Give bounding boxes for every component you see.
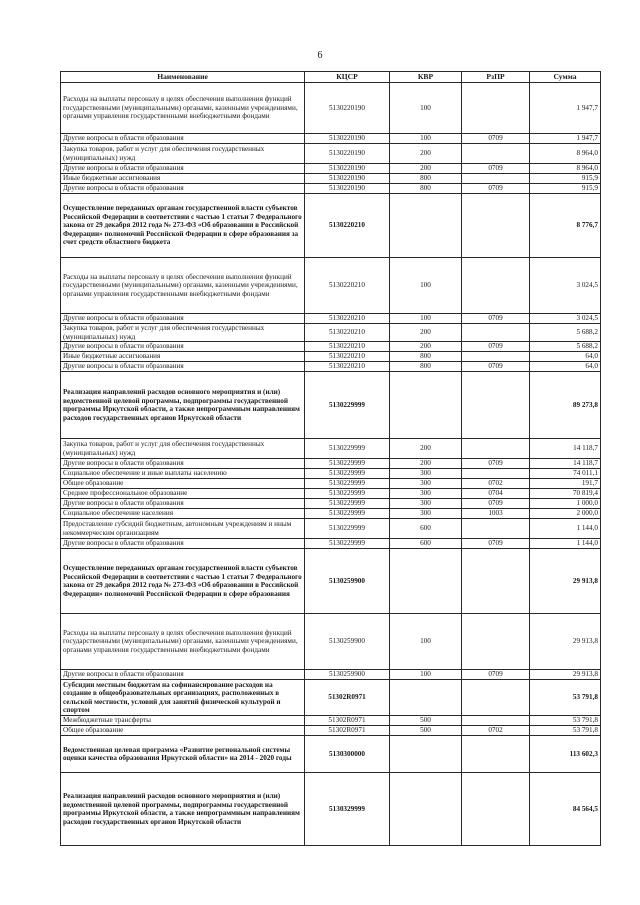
- cell-kcsr: 5130220210: [305, 194, 390, 258]
- cell-rzpr: 1003: [462, 509, 530, 519]
- cell-sum: 1 144,0: [530, 519, 601, 539]
- cell-name: Реализация направлений расходов основного мероприятия и (или) ведомственной целевой программы, подпрограммы государственной программы Иркутской области, а также непрограммным направлениям расходов государственных органов Иркутской области: [61, 773, 305, 846]
- cell-kvr: [390, 680, 462, 716]
- cell-rzpr: [462, 439, 530, 459]
- cell-name: Социальное обеспечение населения: [61, 509, 305, 519]
- cell-name: Иные бюджетные ассигнования: [61, 174, 305, 184]
- table-row: [61, 258, 601, 314]
- table-row: [61, 479, 601, 489]
- cell-rzpr: 0704: [462, 489, 530, 499]
- cell-kvr: 200: [390, 144, 462, 164]
- header-sum: Сумма: [530, 72, 601, 83]
- cell-kcsr: 5130220210: [305, 314, 390, 324]
- cell-rzpr: [462, 352, 530, 362]
- table-row: [61, 509, 601, 519]
- cell-kvr: [390, 549, 462, 614]
- cell-name: Межбюджетные трансферты: [61, 716, 305, 726]
- table-row: [61, 499, 601, 509]
- cell-name: Другие вопросы в области образования: [61, 134, 305, 144]
- table-row: [61, 174, 601, 184]
- table-row: [61, 144, 601, 164]
- cell-name: Среднее профессиональное образование: [61, 489, 305, 499]
- table-row: [61, 439, 601, 459]
- cell-name: Закупка товаров, работ и услуг для обеспечения государственных (муниципальных) нужд: [61, 144, 305, 164]
- cell-kcsr: 5130259900: [305, 614, 390, 670]
- cell-kcsr: 5130220210: [305, 258, 390, 314]
- cell-rzpr: 0709: [462, 342, 530, 352]
- table-row: [61, 773, 601, 846]
- cell-name: Другие вопросы в области образования: [61, 314, 305, 324]
- cell-kvr: 100: [390, 83, 462, 134]
- cell-rzpr: [462, 372, 530, 439]
- cell-name: Расходы на выплаты персоналу в целях обеспечения выполнения функций государственными (муниципальными) органами, казенными учреждениями, органами управления государственными внебюджетными фондами: [61, 258, 305, 314]
- cell-kcsr: 5130220210: [305, 342, 390, 352]
- cell-kcsr: 5130229999: [305, 539, 390, 549]
- cell-kvr: 200: [390, 324, 462, 342]
- cell-kvr: 500: [390, 716, 462, 726]
- cell-kvr: 200: [390, 342, 462, 352]
- header-kcsr: КЦСР: [305, 72, 390, 83]
- cell-sum: 191,7: [530, 479, 601, 489]
- cell-kcsr: 5130229999: [305, 509, 390, 519]
- cell-rzpr: [462, 144, 530, 164]
- cell-rzpr: [462, 519, 530, 539]
- cell-name: Субсидии местным бюджетам на софинансирование расходов на создание в общеобразовательных организациях, расположенных в сельской местности, условий для занятий физической культурой и спортом: [61, 680, 305, 716]
- cell-kvr: 300: [390, 479, 462, 489]
- cell-kvr: 500: [390, 726, 462, 736]
- cell-rzpr: [462, 549, 530, 614]
- cell-kcsr: 5130229999: [305, 469, 390, 479]
- cell-kcsr: 5130220210: [305, 352, 390, 362]
- cell-rzpr: [462, 469, 530, 479]
- cell-kcsr: 5130220210: [305, 324, 390, 342]
- cell-kcsr: 5130300000: [305, 736, 390, 773]
- cell-kvr: 100: [390, 614, 462, 670]
- cell-kcsr: 5130220190: [305, 174, 390, 184]
- table-header-row: [61, 72, 601, 83]
- table-row: [61, 489, 601, 499]
- cell-sum: 3 024,5: [530, 314, 601, 324]
- cell-sum: 64,0: [530, 352, 601, 362]
- header-name: Наименование: [61, 72, 305, 83]
- cell-kvr: 300: [390, 469, 462, 479]
- header-kvr: КВР: [390, 72, 462, 83]
- cell-name: Закупка товаров, работ и услуг для обеспечения государственных (муниципальных) нужд: [61, 324, 305, 342]
- table-row: [61, 680, 601, 716]
- cell-name: Расходы на выплаты персоналу в целях обеспечения выполнения функций государственными (муниципальными) органами, казенными учреждениями, органами управления государственными внебюджетными фондами: [61, 83, 305, 134]
- cell-kvr: 100: [390, 258, 462, 314]
- cell-name: Общее образование: [61, 479, 305, 489]
- cell-rzpr: [462, 773, 530, 846]
- cell-sum: 53 791,8: [530, 726, 601, 736]
- cell-rzpr: 0709: [462, 314, 530, 324]
- cell-name: Ведомственная целевая программа «Развитие региональной системы оценки качества образования Иркутской области» на 2014 - 2020 годы: [61, 736, 305, 773]
- cell-name: Реализация направлений расходов основного мероприятия и (или) ведомственной целевой программы, подпрограммы государственной программы Иркутской области, а также непрограммным направлениям расходов государственных органов Иркутской области: [61, 372, 305, 439]
- table-row: [61, 670, 601, 680]
- table-row: [61, 184, 601, 194]
- cell-kvr: 300: [390, 499, 462, 509]
- cell-sum: 8 964,0: [530, 164, 601, 174]
- cell-rzpr: 0709: [462, 499, 530, 509]
- cell-name: Другие вопросы в области образования: [61, 362, 305, 372]
- cell-kvr: [390, 773, 462, 846]
- table-row: [61, 342, 601, 352]
- cell-sum: 89 273,8: [530, 372, 601, 439]
- cell-sum: 14 118,7: [530, 459, 601, 469]
- cell-sum: 113 602,3: [530, 736, 601, 773]
- cell-rzpr: [462, 194, 530, 258]
- page-number: 6: [317, 50, 323, 61]
- table-row: [61, 314, 601, 324]
- budget-table: [60, 71, 601, 846]
- cell-kcsr: 51302R0971: [305, 726, 390, 736]
- table-body: [61, 83, 601, 846]
- cell-kvr: 100: [390, 670, 462, 680]
- table-row: [61, 352, 601, 362]
- cell-name: Другие вопросы в области образования: [61, 342, 305, 352]
- cell-sum: 915,9: [530, 174, 601, 184]
- cell-rzpr: 0709: [462, 134, 530, 144]
- cell-rzpr: 0702: [462, 726, 530, 736]
- cell-kcsr: 5130220190: [305, 134, 390, 144]
- cell-kcsr: 5130329999: [305, 773, 390, 846]
- cell-sum: 8 776,7: [530, 194, 601, 258]
- cell-sum: 8 964,0: [530, 144, 601, 164]
- cell-name: Закупка товаров, работ и услуг для обеспечения государственных (муниципальных) нужд: [61, 439, 305, 459]
- cell-kvr: 800: [390, 352, 462, 362]
- cell-kcsr: 5130229999: [305, 499, 390, 509]
- table-row: [61, 726, 601, 736]
- cell-kvr: 200: [390, 164, 462, 174]
- table-row: [61, 614, 601, 670]
- cell-sum: 74 011,1: [530, 469, 601, 479]
- cell-rzpr: 0709: [462, 184, 530, 194]
- cell-kcsr: 51302R0971: [305, 680, 390, 716]
- cell-kvr: 100: [390, 314, 462, 324]
- table-row: [61, 372, 601, 439]
- cell-sum: 1 947,7: [530, 134, 601, 144]
- cell-rzpr: [462, 716, 530, 726]
- cell-name: Расходы на выплаты персоналу в целях обеспечения выполнения функций государственными (муниципальными) органами, казенными учреждениями, органами управления государственными внебюджетными фондами: [61, 614, 305, 670]
- cell-sum: 3 024,5: [530, 258, 601, 314]
- cell-sum: 64,0: [530, 362, 601, 372]
- table-row: [61, 324, 601, 342]
- cell-name: Другие вопросы в области образования: [61, 459, 305, 469]
- cell-rzpr: 0702: [462, 479, 530, 489]
- table-row: [61, 736, 601, 773]
- cell-name: Предоставление субсидий бюджетным, автономным учреждениям и иным некоммерческим организациям: [61, 519, 305, 539]
- table-row: [61, 469, 601, 479]
- cell-kvr: 200: [390, 459, 462, 469]
- cell-name: Общее образование: [61, 726, 305, 736]
- cell-name: Другие вопросы в области образования: [61, 164, 305, 174]
- table-row: [61, 549, 601, 614]
- cell-kvr: 200: [390, 439, 462, 459]
- table-row: [61, 362, 601, 372]
- cell-name: Другие вопросы в области образования: [61, 184, 305, 194]
- cell-name: Иные бюджетные ассигнования: [61, 352, 305, 362]
- cell-name: Другие вопросы в области образования: [61, 539, 305, 549]
- cell-rzpr: [462, 174, 530, 184]
- cell-kcsr: 5130220190: [305, 164, 390, 174]
- cell-sum: 5 688,2: [530, 342, 601, 352]
- cell-sum: 915,9: [530, 184, 601, 194]
- cell-rzpr: [462, 680, 530, 716]
- cell-rzpr: 0709: [462, 539, 530, 549]
- cell-sum: 70 819,4: [530, 489, 601, 499]
- cell-kcsr: 51302R0971: [305, 716, 390, 726]
- cell-sum: 29 913,8: [530, 549, 601, 614]
- cell-sum: 5 688,2: [530, 324, 601, 342]
- table-row: [61, 164, 601, 174]
- cell-rzpr: 0709: [462, 362, 530, 372]
- cell-kcsr: 5130229999: [305, 439, 390, 459]
- cell-kcsr: 5130229999: [305, 372, 390, 439]
- cell-kvr: 600: [390, 519, 462, 539]
- cell-kcsr: 5130220210: [305, 362, 390, 372]
- table-row: [61, 134, 601, 144]
- cell-rzpr: [462, 614, 530, 670]
- cell-sum: 53 791,8: [530, 716, 601, 726]
- cell-rzpr: [462, 736, 530, 773]
- cell-kcsr: 5130229999: [305, 489, 390, 499]
- cell-sum: 84 564,5: [530, 773, 601, 846]
- cell-kvr: 600: [390, 539, 462, 549]
- cell-kvr: [390, 194, 462, 258]
- cell-rzpr: 0709: [462, 670, 530, 680]
- cell-sum: 1 000,0: [530, 499, 601, 509]
- header-rzpr: РзПР: [462, 72, 530, 83]
- cell-rzpr: 0709: [462, 164, 530, 174]
- cell-sum: 14 118,7: [530, 439, 601, 459]
- cell-rzpr: 0709: [462, 459, 530, 469]
- cell-rzpr: [462, 258, 530, 314]
- cell-sum: 1 144,0: [530, 539, 601, 549]
- cell-kcsr: 5130229999: [305, 519, 390, 539]
- cell-name: Социальное обеспечение и иные выплаты населению: [61, 469, 305, 479]
- cell-name: Другие вопросы в области образования: [61, 670, 305, 680]
- cell-sum: 2 000,0: [530, 509, 601, 519]
- cell-kvr: 300: [390, 489, 462, 499]
- cell-kvr: 800: [390, 174, 462, 184]
- cell-sum: 29 913,8: [530, 670, 601, 680]
- cell-rzpr: [462, 324, 530, 342]
- cell-kvr: 100: [390, 134, 462, 144]
- cell-kcsr: 5130259900: [305, 670, 390, 680]
- cell-sum: 29 913,8: [530, 614, 601, 670]
- table-row: [61, 83, 601, 134]
- table-row: [61, 716, 601, 726]
- cell-kcsr: 5130220190: [305, 184, 390, 194]
- cell-kvr: 800: [390, 184, 462, 194]
- cell-name: Другие вопросы в области образования: [61, 499, 305, 509]
- table-row: [61, 194, 601, 258]
- cell-kcsr: 5130229999: [305, 479, 390, 489]
- cell-kcsr: 5130220190: [305, 144, 390, 164]
- cell-sum: 53 791,8: [530, 680, 601, 716]
- cell-kcsr: 5130229999: [305, 459, 390, 469]
- cell-kcsr: 5130220190: [305, 83, 390, 134]
- cell-name: Осуществление переданных органам государственной власти субъектов Российской Федерации в соответствии с частью 1 статьи 7 Федерального закона от 29 декабря 2012 года № 273-ФЗ «Об образовании в Российской Федерации» полномочий Российской Федерации в сфере образования за счет средств областного бюджета: [61, 194, 305, 258]
- cell-kvr: [390, 372, 462, 439]
- cell-kvr: 800: [390, 362, 462, 372]
- cell-rzpr: [462, 83, 530, 134]
- cell-name: Осуществление переданных органам государственной власти субъектов Российской Федерации в соответствии с частью 1 статьи 7 Федерального закона от 29 декабря 2012 года № 273-ФЗ «Об образовании в Российской Федерации» полномочий Российской Федерации в сфере образования: [61, 549, 305, 614]
- cell-sum: 1 947,7: [530, 83, 601, 134]
- cell-kcsr: 5130259900: [305, 549, 390, 614]
- cell-kvr: [390, 736, 462, 773]
- table-row: [61, 519, 601, 539]
- cell-kvr: 300: [390, 509, 462, 519]
- table-row: [61, 539, 601, 549]
- table-row: [61, 459, 601, 469]
